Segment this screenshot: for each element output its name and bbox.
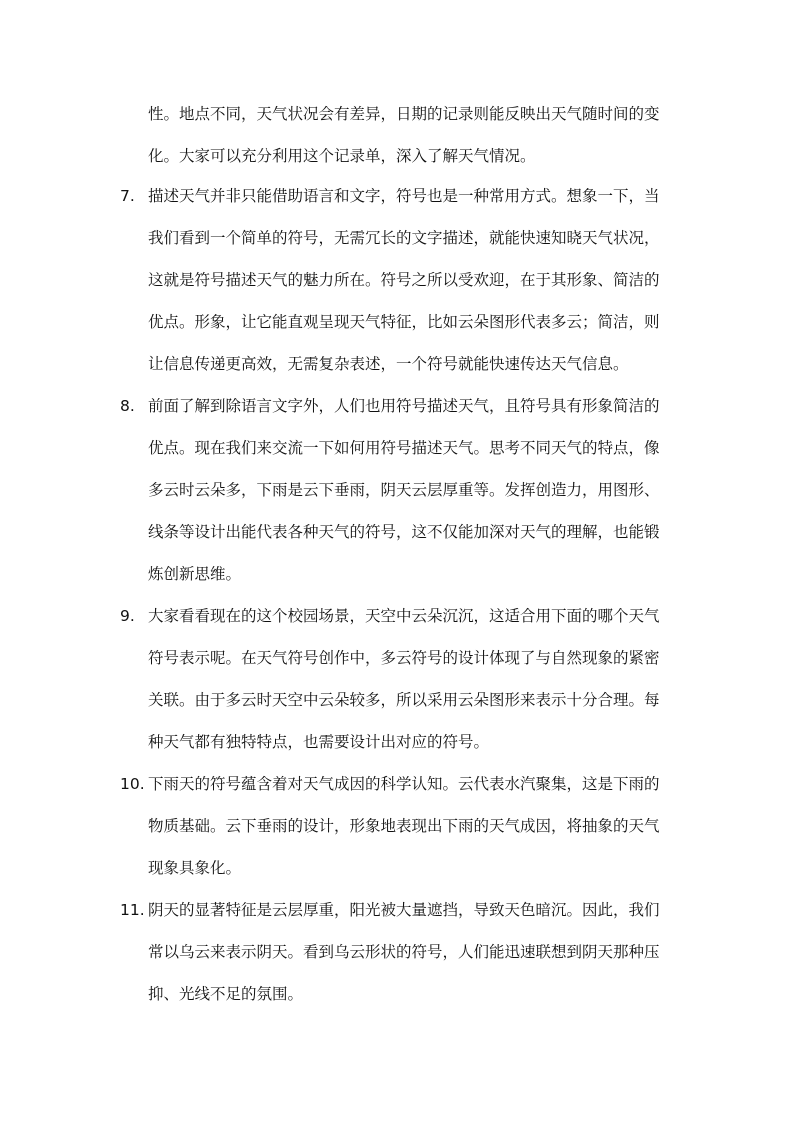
text-line: 现象具象化。: [148, 859, 242, 877]
text-line: 常以乌云来表示阴天。看到乌云形状的符号，人们能迅速联想到阴天那种压: [148, 943, 660, 961]
list-item-9: [120, 595, 688, 763]
item-number: 10.: [120, 775, 145, 793]
text-line: 关联。由于多云时天空中云朵较多，所以采用云朵图形来表示十分合理。每: [148, 691, 660, 709]
item-text: [148, 385, 688, 595]
text-line: 符号表示呢。在天气符号创作中，多云符号的设计体现了与自然现象的紧密: [148, 649, 660, 667]
item-number: 9.: [120, 607, 135, 625]
item-text: [148, 889, 688, 1015]
text-line: 多云时云朵多，下雨是云下垂雨，阴天云层厚重等。发挥创造力，用图形、: [148, 481, 660, 499]
item-number: 7.: [120, 187, 135, 205]
text-line: 让信息传递更高效，无需复杂表述，一个符号就能快速传达天气信息。: [148, 355, 629, 373]
text-line: 优点。形象，让它能直观呈现天气特征，比如云朵图形代表多云；简洁，则: [148, 313, 660, 331]
list-item-10: [120, 763, 688, 889]
list-item-7: [120, 175, 688, 385]
text-line: 大家看看现在的这个校园场景，天空中云朵沉沉，这适合用下面的哪个天气: [148, 607, 660, 625]
item-text: [148, 595, 688, 763]
text-line: 下雨天的符号蕴含着对天气成因的科学认知。云代表水汽聚集，这是下雨的: [148, 775, 660, 793]
text-line: 抑、光线不足的氛围。: [148, 985, 304, 1003]
list-item-11: [120, 889, 688, 1015]
text-line: 我们看到一个简单的符号，无需冗长的文字描述，就能快速知晓天气状况，: [148, 229, 660, 247]
item-number: 8.: [120, 397, 135, 415]
text-line: 前面了解到除语言文字外，人们也用符号描述天气，且符号具有形象简洁的: [148, 397, 660, 415]
text-line: 阴天的显著特征是云层厚重，阳光被大量遮挡，导致天色暗沉。因此，我们: [148, 901, 660, 919]
text-line: 描述天气并非只能借助语言和文字，符号也是一种常用方式。想象一下，当: [148, 187, 660, 205]
text-line: 这就是符号描述天气的魅力所在。符号之所以受欢迎，在于其形象、简洁的: [148, 271, 660, 289]
text-line: 性。地点不同，天气状况会有差异，日期的记录则能反映出天气随时间的变: [148, 105, 660, 123]
text-line: 优点。现在我们来交流一下如何用符号描述天气。思考不同天气的特点，像: [148, 439, 660, 457]
item-text: [148, 763, 688, 889]
text-line: 物质基础。云下垂雨的设计，形象地表现出下雨的天气成因，将抽象的天气: [148, 817, 660, 835]
item-number: 11.: [120, 901, 145, 919]
list-item-8: [120, 385, 688, 595]
continuation-paragraph: [148, 93, 688, 177]
item-text: [148, 175, 688, 385]
text-line: 线条等设计出能代表各种天气的符号，这不仅能加深对天气的理解，也能锻: [148, 523, 660, 541]
text-line: 炼创新思维。: [148, 565, 242, 583]
text-line: 种天气都有独特特点，也需要设计出对应的符号。: [148, 733, 490, 751]
text-line: 化。大家可以充分利用这个记录单，深入了解天气情况。: [148, 147, 536, 165]
